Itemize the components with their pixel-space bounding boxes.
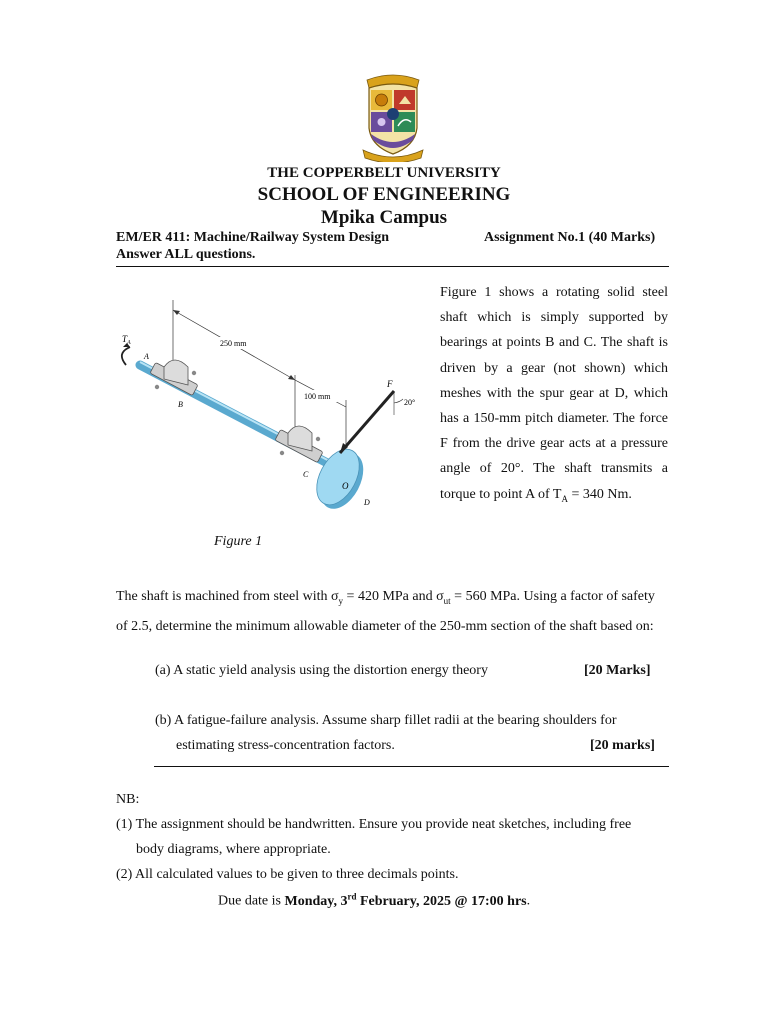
svg-text:TA [122, 334, 131, 346]
dimension-250-label: 250 mm [220, 339, 247, 348]
point-b-label: B [178, 400, 183, 409]
assignment-title: Assignment No.1 (40 Marks) [484, 230, 656, 245]
point-a-label: A [144, 352, 149, 361]
course-title: EM/ER 411: Machine/Railway System Design [116, 230, 389, 245]
torque-subscript: A [127, 340, 131, 346]
torque-label: T [122, 334, 128, 344]
point-c-label: C [303, 470, 309, 479]
question-b-continued: estimating stress-concentration factors. [176, 738, 395, 753]
question-a-marks: [20 Marks] [584, 663, 651, 678]
shaft-figure [110, 295, 430, 520]
university-crest-icon [357, 74, 429, 162]
dimension-100-label: 100 mm [304, 392, 331, 401]
question-a: (a) A static yield analysis using the distortion energy theory [155, 663, 488, 678]
point-d-label: D [364, 498, 370, 507]
note-2: (2) All calculated values to be given to three decimals points. [116, 867, 459, 882]
angle-label: 20° [404, 398, 416, 407]
problem-intro: Figure 1 shows a rotating solid steel shaft which is simply supported by bearings at points B and C. The shaft is driven by a gear (not shown) which meshes with the spur gear at D, which has a 150-mm pitch diameter. The force F from the drive gear acts at a pressure angle of 20°. The shaft transmits a torque to point A of $T_A = 340$ Nm. [440, 285, 668, 504]
questions-divider [154, 766, 669, 767]
problem-statement: The shaft is machined from steel with $\sigma_y = 420$ MPa and $\sigma_{ut} = 560$ MPa. Using a factor of safety of 2.5, determine the minimum allowable diameter of the 250-mm section of the shaft based on: [116, 589, 655, 634]
campus-name: Mpika Campus [320, 207, 448, 228]
bearing-c [275, 426, 323, 463]
university-name: THE COPPERBELT UNIVERSITY [267, 165, 501, 181]
note-1-continued: body diagrams, where appropriate. [136, 842, 331, 857]
question-b: (b) A fatigue-failure analysis. Assume sharp fillet radii at the bearing shoulders for [155, 713, 617, 728]
figure-caption: Figure 1 [214, 534, 263, 549]
header-divider [116, 266, 669, 267]
force-label: F [387, 379, 393, 389]
instruction-text: Answer ALL questions. [116, 247, 256, 262]
school-name: SCHOOL OF ENGINEERING [257, 184, 511, 205]
notes-heading: NB: [116, 792, 140, 807]
point-o-label: O [342, 481, 349, 491]
due-date: Due date is Monday, 3rd February, 2025 @ 17:00 hrs. [218, 891, 531, 909]
question-b-marks: [20 marks] [590, 738, 655, 753]
note-1: (1) The assignment should be handwritten. Ensure you provide neat sketches, including free [116, 817, 632, 832]
